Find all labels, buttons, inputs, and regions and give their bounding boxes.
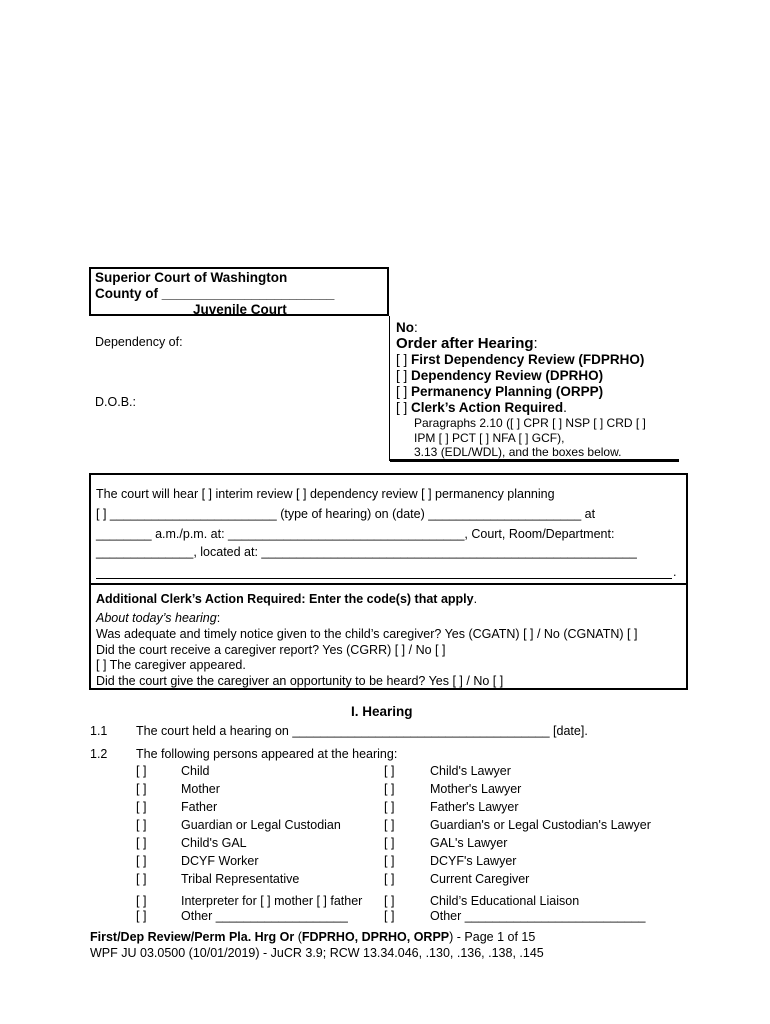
footer-form-codes: FDPRHO, DPRHO, ORPP — [301, 930, 450, 944]
case-number-field — [396, 320, 418, 335]
person-row[interactable] — [384, 782, 394, 796]
option-clerk-action[interactable] — [396, 400, 567, 415]
person-checkbox[interactable]: [ ] — [136, 782, 147, 796]
person-label: Other ___________________ — [181, 909, 348, 923]
person-row[interactable] — [136, 854, 146, 868]
clerk-action-heading-period: . — [473, 592, 478, 606]
person-row[interactable] — [384, 836, 394, 850]
para-1-2-number: 1.2 — [90, 747, 108, 761]
clerk-action-heading-text: Additional Clerk’s Action Required: Enter the code(s) that apply — [96, 592, 474, 606]
option-dprho[interactable] — [396, 368, 603, 383]
person-label: Child — [181, 764, 210, 778]
paragraph-codes-line2: IPM [ ] PCT [ ] NFA [ ] GCF), — [414, 431, 565, 445]
person-label: Interpreter for [ ] mother [ ] father — [181, 894, 363, 908]
person-label: GAL's Lawyer — [430, 836, 508, 850]
person-checkbox[interactable]: [ ] — [136, 872, 147, 886]
order-title-text: Order after Hearing — [396, 335, 534, 352]
checkbox-orpp[interactable]: [ ] — [396, 384, 408, 399]
option-orpp[interactable] — [396, 384, 603, 399]
option-clerk-action-label: Clerk’s Action Required — [411, 400, 564, 415]
person-label: Father — [181, 800, 218, 814]
person-row[interactable] — [384, 872, 394, 886]
person-label: Mother — [181, 782, 220, 796]
person-label: DCYF Worker — [181, 854, 259, 868]
order-title-colon: : — [533, 335, 538, 352]
person-checkbox[interactable]: [ ] — [136, 836, 147, 850]
paragraph-codes-line3: 3.13 (EDL/WDL), and the boxes below. — [414, 445, 622, 459]
hearing-type-line: The court will hear [ ] interim review [ ] dependency review [ ] permanency planning — [96, 487, 555, 501]
hearing-address-line: ______________, located at: ______________________________________________________ — [96, 545, 637, 559]
person-label: Child's Lawyer — [430, 764, 511, 778]
option-orpp-label: Permanency Planning (ORPP) — [411, 384, 604, 399]
footer-form-title: First/Dep Review/Perm Pla. Hrg Or — [90, 930, 295, 944]
person-row[interactable] — [136, 909, 146, 923]
hearing-blank-period: . — [673, 565, 677, 579]
person-checkbox[interactable]: [ ] — [136, 909, 147, 923]
para-1-2-text: The following persons appeared at the hearing: — [136, 747, 398, 761]
person-label: Mother's Lawyer — [430, 782, 522, 796]
person-checkbox[interactable]: [ ] — [384, 800, 395, 814]
person-row[interactable] — [136, 800, 146, 814]
order-title — [396, 335, 538, 352]
hearing-location-line: ________ a.m./p.m. at: __________________________________, Court, Room/Department: — [96, 527, 615, 541]
person-label: Current Caregiver — [430, 872, 530, 886]
person-checkbox[interactable]: [ ] — [384, 894, 395, 908]
person-label: Child's GAL — [181, 836, 247, 850]
person-checkbox[interactable]: [ ] — [136, 800, 147, 814]
clerk-section-divider — [89, 583, 688, 585]
person-row[interactable] — [384, 854, 394, 868]
section-title: I. Hearing — [351, 704, 413, 719]
person-row[interactable] — [136, 818, 146, 832]
case-number-label: No — [396, 320, 414, 335]
caregiver-appeared-checkbox[interactable]: [ ] The caregiver appeared. — [96, 658, 246, 672]
about-hearing-colon: : — [216, 611, 221, 625]
person-checkbox[interactable]: [ ] — [384, 872, 395, 886]
person-row[interactable] — [136, 764, 146, 778]
case-number-colon: : — [414, 320, 418, 335]
option-clerk-action-period: . — [563, 400, 567, 415]
person-checkbox[interactable]: [ ] — [384, 782, 395, 796]
court-name: Superior Court of Washington — [95, 270, 288, 285]
person-row[interactable] — [136, 894, 146, 908]
footer-page-number: ) - Page 1 of 15 — [449, 930, 536, 944]
hearing-blank-underline — [96, 578, 672, 579]
clerk-action-heading — [96, 592, 477, 606]
person-label: Tribal Representative — [181, 872, 300, 886]
paragraph-codes-line1: Paragraphs 2.10 ([ ] CPR [ ] NSP [ ] CRD [ ] — [414, 416, 646, 430]
dependency-label: Dependency of: — [95, 335, 183, 349]
about-hearing-text: About today’s hearing — [96, 611, 217, 625]
para-1-1-number: 1.1 — [90, 724, 108, 738]
person-checkbox[interactable]: [ ] — [384, 854, 395, 868]
checkbox-clerk-action[interactable]: [ ] — [396, 400, 408, 415]
checkbox-fdprho[interactable]: [ ] — [396, 352, 408, 367]
person-label: Father's Lawyer — [430, 800, 519, 814]
caption-bottom-rule — [390, 459, 679, 462]
person-row[interactable] — [384, 764, 394, 778]
option-fdprho-label: First Dependency Review (FDPRHO) — [411, 352, 645, 367]
person-row[interactable] — [384, 894, 394, 908]
footer-paren-open: ( — [294, 930, 302, 944]
caption-vertical-divider — [389, 316, 390, 461]
juvenile-court-label: Juvenile Court — [193, 302, 287, 317]
county-field: County of _______________________ — [95, 286, 335, 301]
person-label: Guardian or Legal Custodian — [181, 818, 341, 832]
person-row[interactable] — [136, 836, 146, 850]
person-checkbox[interactable]: [ ] — [136, 818, 147, 832]
person-label: Other __________________________ — [430, 909, 646, 923]
person-checkbox[interactable]: [ ] — [384, 764, 395, 778]
person-checkbox[interactable]: [ ] — [384, 909, 395, 923]
person-checkbox[interactable]: [ ] — [136, 854, 147, 868]
footer-citation-line: WPF JU 03.0500 (10/01/2019) - JuCR 3.9; RCW 13.34.046, .130, .136, .138, .145 — [90, 946, 544, 960]
person-row[interactable] — [384, 818, 394, 832]
person-checkbox[interactable]: [ ] — [384, 818, 395, 832]
person-label: Child’s Educational Liaison — [430, 894, 580, 908]
caregiver-heard-question: Did the court give the caregiver an opportunity to be heard? Yes [ ] / No [ ] — [96, 674, 504, 688]
person-checkbox[interactable]: [ ] — [384, 836, 395, 850]
caregiver-report-question: Did the court receive a caregiver report? Yes (CGRR) [ ] / No [ ] — [96, 643, 446, 657]
caregiver-notice-question: Was adequate and timely notice given to the child’s caregiver? Yes (CGATN) [ ] / No (CGNATN) [ ] — [96, 627, 638, 641]
checkbox-dprho[interactable]: [ ] — [396, 368, 408, 383]
dob-label: D.O.B.: — [95, 395, 136, 409]
person-row[interactable] — [384, 800, 394, 814]
footer-title-line — [90, 930, 535, 944]
about-hearing-label — [96, 611, 220, 625]
person-row[interactable] — [384, 909, 394, 923]
option-fdprho[interactable] — [396, 352, 644, 367]
hearing-date-line: [ ] ________________________ (type of hearing) on (date) ______________________ at — [96, 507, 596, 521]
person-row[interactable] — [136, 872, 146, 886]
para-1-1-text: The court held a hearing on _____________________________________ [date]. — [136, 724, 588, 738]
option-dprho-label: Dependency Review (DPRHO) — [411, 368, 604, 383]
person-label: DCYF's Lawyer — [430, 854, 517, 868]
person-checkbox[interactable]: [ ] — [136, 894, 147, 908]
person-row[interactable] — [136, 782, 146, 796]
person-label: Guardian's or Legal Custodian's Lawyer — [430, 818, 651, 832]
person-checkbox[interactable]: [ ] — [136, 764, 147, 778]
